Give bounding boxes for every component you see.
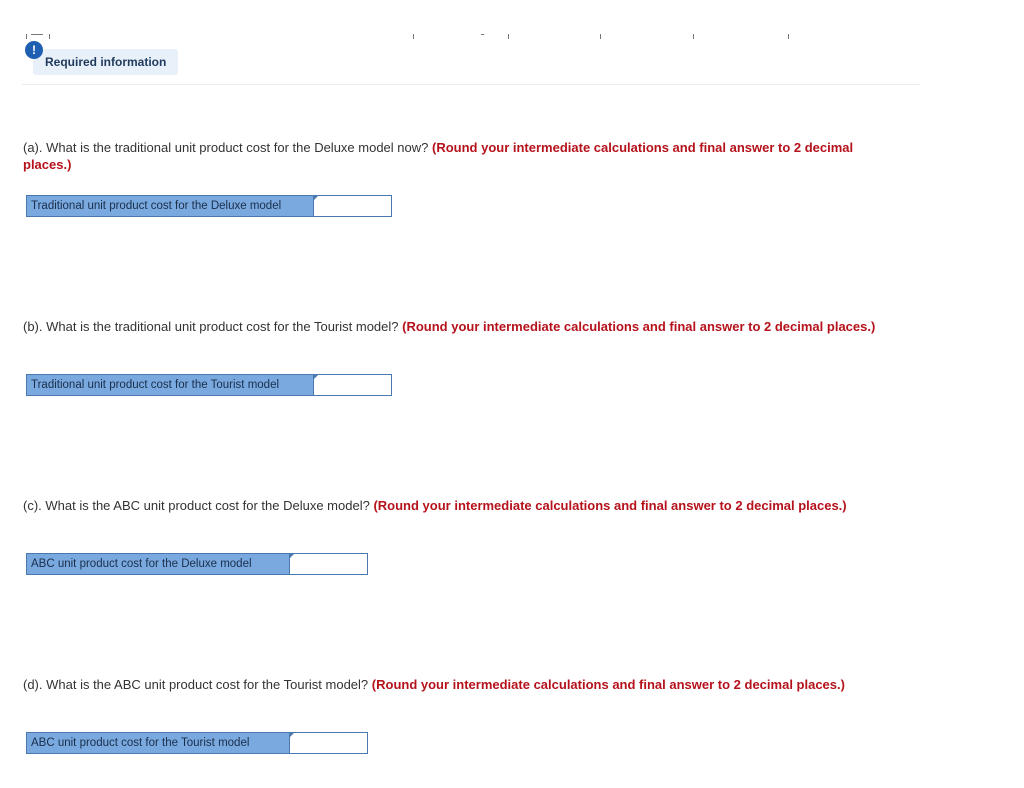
question-c (23, 497, 903, 514)
field-label-a: Traditional unit product cost for the Deluxe model (26, 195, 314, 217)
question-c-prompt: (c). What is the ABC unit product cost for the Deluxe model? (23, 498, 370, 513)
field-label-b: Traditional unit product cost for the Tourist model (26, 374, 314, 396)
question-d-instruction: (Round your intermediate calculations and final answer to 2 decimal places.) (371, 677, 845, 692)
question-d (23, 676, 903, 693)
tick-mark (26, 34, 27, 39)
answer-row-a (26, 195, 392, 217)
field-label-c: ABC unit product cost for the Deluxe model (26, 553, 290, 575)
alert-icon: ! (25, 41, 43, 59)
tick-mark (31, 34, 43, 35)
divider (22, 84, 920, 85)
tick-mark (788, 34, 789, 39)
answer-input-c[interactable] (290, 554, 367, 574)
answer-input-c-wrapper (290, 553, 368, 575)
question-a-prompt: (a). What is the traditional unit product cost for the Deluxe model now? (23, 140, 429, 155)
flag-icon (290, 733, 294, 737)
answer-input-d-wrapper (290, 732, 368, 754)
question-b-instruction: (Round your intermediate calculations and final answer to 2 decimal places.) (402, 319, 876, 334)
answer-row-b (26, 374, 392, 396)
answer-row-d (26, 732, 368, 754)
tick-mark (600, 34, 601, 39)
question-a (23, 139, 903, 173)
answer-input-a-wrapper (314, 195, 392, 217)
question-b-prompt: (b). What is the traditional unit product cost for the Tourist model? (23, 319, 399, 334)
field-label-d: ABC unit product cost for the Tourist model (26, 732, 290, 754)
required-information-label: Required information (33, 49, 178, 75)
tick-mark (481, 34, 484, 35)
answer-row-c (26, 553, 368, 575)
question-b (23, 318, 903, 335)
tick-mark (508, 34, 509, 39)
flag-icon (314, 375, 318, 379)
tick-mark (693, 34, 694, 39)
question-d-prompt: (d). What is the ABC unit product cost for the Tourist model? (23, 677, 369, 692)
question-a-instruction: (Round your intermediate calculations and final answer to 2 decimal places.) (23, 140, 854, 172)
flag-icon (290, 554, 294, 558)
flag-icon (314, 196, 318, 200)
top-cropped-table-edge (0, 34, 1024, 40)
tick-mark (413, 34, 414, 39)
answer-input-b-wrapper (314, 374, 392, 396)
question-c-instruction: (Round your intermediate calculations and final answer to 2 decimal places.) (373, 498, 847, 513)
answer-input-a[interactable] (314, 196, 391, 216)
tick-mark (49, 34, 50, 39)
answer-input-b[interactable] (314, 375, 391, 395)
answer-input-d[interactable] (290, 733, 367, 753)
